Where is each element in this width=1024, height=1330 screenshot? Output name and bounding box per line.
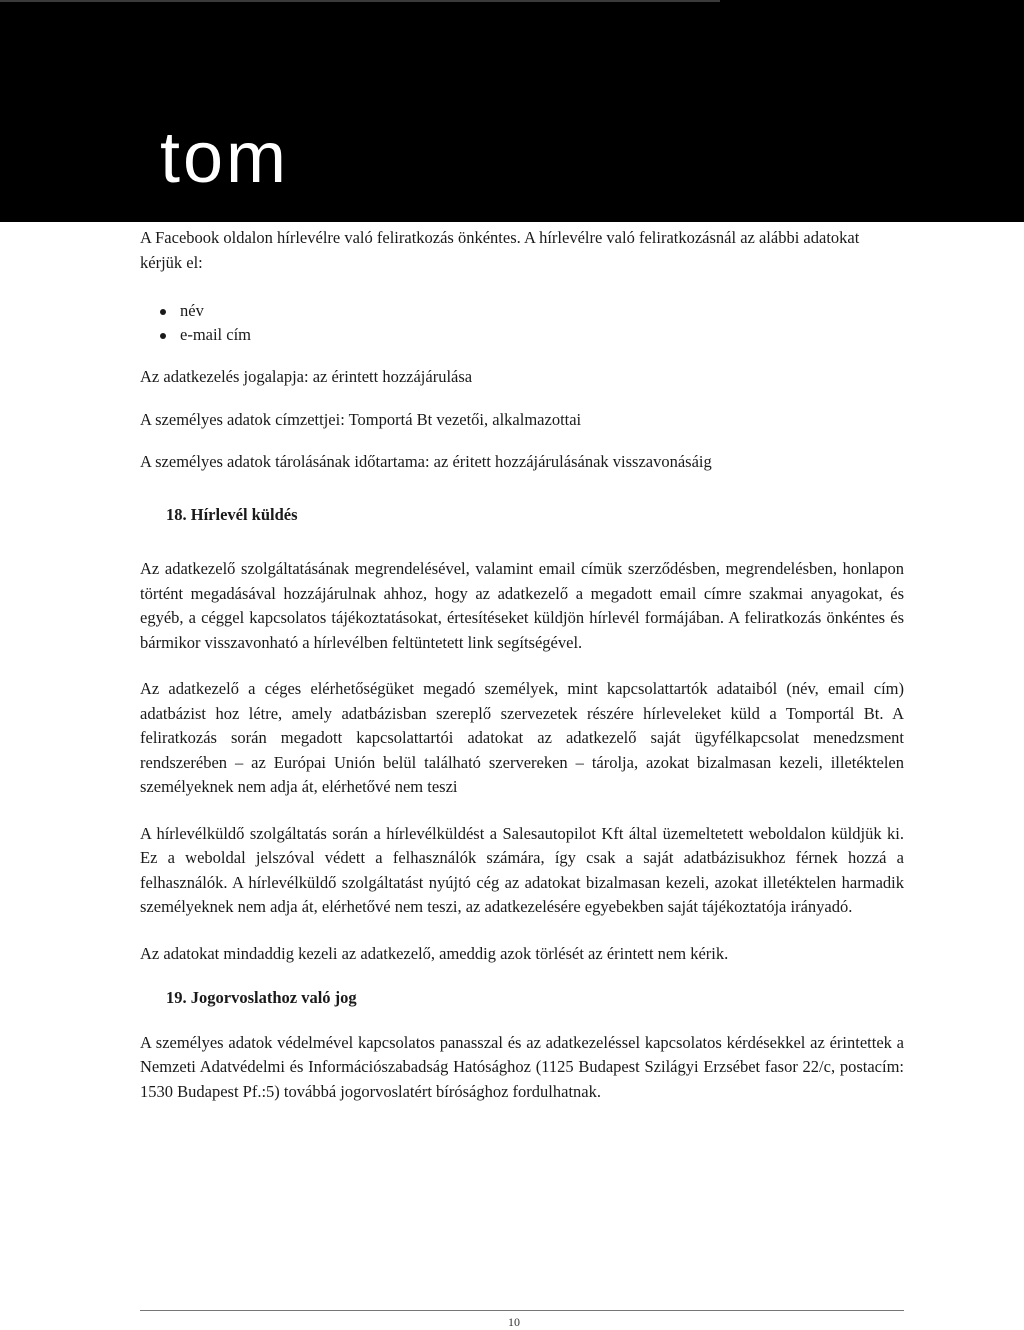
section-19-paragraph-1: A személyes adatok védelmével kapcsolatos panasszal és az adatkezeléssel kapcsolatos kérdésekkel az érintettek a Nemzeti Adatvédelmi és Információszabadság Hatósághoz (1125 Budapest Szilágyi Erzsébet fasor 22/c, postacím: 1530 Budapest Pf.:5) továbbá jogorvoslatért bírósághoz fordulhatnak. <box>140 1032 904 1101</box>
section-18-paragraph-3: A hírlevélküldő szolgáltatás során a hírlevélküldést a Salesautopilot Kft által üzemeltetett weboldalon küldjük ki. Ez a weboldal jelszóval védett a felhasználók számára, így csak a saját adatbázisukhoz férnek hozzá a felhasználók. A hírlevélküldő szolgáltatást nyújtó cég az adatokat bizalmasan kezeli, azokat illetéktelen harmadik személyeknek nem adja át, elérhetővé nem teszi, az adatkezelésére egyebekben saját tájékoztatója irányadó. <box>140 823 904 916</box>
legal-basis-text: Az adatkezelés jogalapja: az érintett hozzájárulása <box>140 367 473 386</box>
intro-paragraph: A Facebook oldalon hírlevélre való feliratkozás önkéntes. A hírlevélre való feliratkozásnál az alábbi adatokat kérjük el: <box>140 228 860 272</box>
section-18-paragraph-2: Az adatkezelő a céges elérhetőségüket megadó személyek, mint kapcsolattartók adataiból (név, email cím) adatbázist hoz létre, amely adatbázisban szereplő szervezetek részére hírleveleket küld a Tomportál Bt. A feliratkozás során megadott kapcsolattartói adatokat az adatkezelő saját ügyfélkapcsolat menedzsment rendszerében – az Európai Unión belül található szervereken – tárolja, azokat bizalmasan kezeli, illetéktelen személyeknek nem adja át, elérhetővé nem teszi <box>140 679 904 796</box>
header-banner <box>0 0 1024 222</box>
section-18-paragraph-1: Az adatkezelő szolgáltatásának megrendelésével, valamint email címük szerződésben, megrendelésben, honlapon történt megadásával hozzájárulnak ahhoz, hogy az adatkezelő a megadott email címre szakmai anyagokat, és egyéb, a céggel kapcsolatos tájékoztatásokat, értesítéseket küldjön hírlevél formájában. A feliratkozás önkéntes és bármikor visszavonható a hírlevélben feltüntetett link segítségével. <box>140 559 904 652</box>
retention-text: A személyes adatok tárolásának időtartama: az éritett hozzájárulásának visszavonásáig <box>140 452 712 471</box>
section-18-heading: 18. Hírlevél küldés <box>166 504 298 524</box>
list-item: név <box>160 299 904 323</box>
document-body <box>140 226 904 1104</box>
section-18-paragraph-4: Az adatokat mindaddig kezeli az adatkezelő, ameddig azok törlését az érintett nem kérik. <box>140 943 729 963</box>
footer-divider <box>140 1310 904 1311</box>
recipients-text: A személyes adatok címzettjei: Tomportá Bt vezetői, alkalmazottai <box>140 409 582 429</box>
section-19-heading: 19. Jogorvoslathoz való jog <box>166 988 357 1007</box>
page-number: 10 <box>508 1315 520 1329</box>
company-logo <box>160 128 390 188</box>
logo-text: tom <box>160 128 290 188</box>
list-item: e-mail cím <box>160 323 904 347</box>
requested-data-list <box>140 299 904 347</box>
header-top-line <box>0 0 720 2</box>
